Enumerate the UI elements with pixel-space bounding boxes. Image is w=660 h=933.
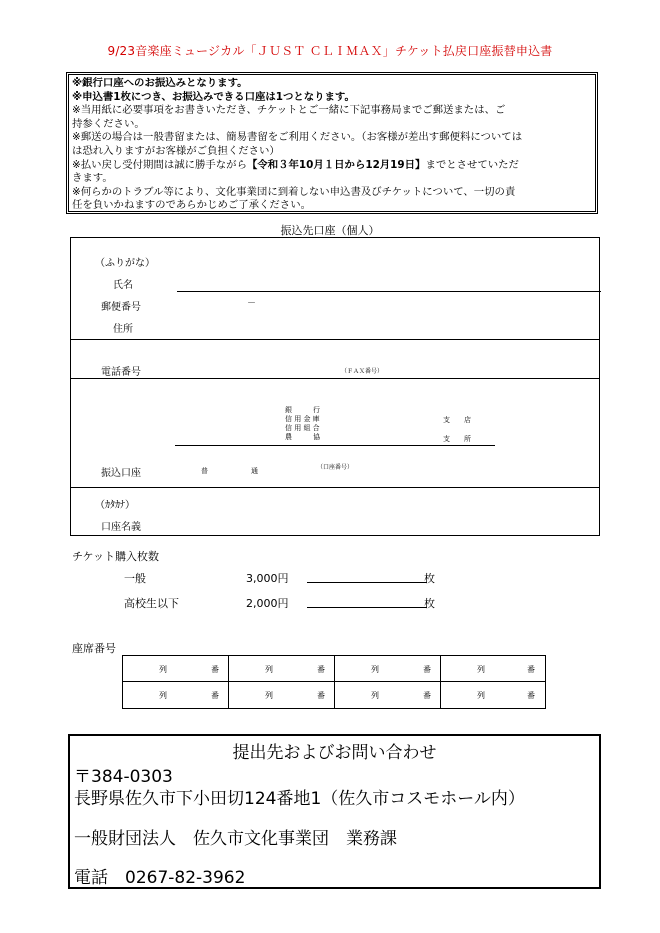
bank-name-field[interactable] — [175, 445, 495, 446]
notice-line: ※何らかのトラブル等により、文化事業団に到着しない申込書及びチケットについて、一切の責 — [72, 185, 516, 198]
section-title: 振込先口座（個人） — [280, 224, 380, 237]
notice-line: 任を負いかねますのであらかじめご了承ください。 — [72, 199, 311, 212]
notice-line: は恐れ入りますがお客様がご負担ください） — [72, 144, 280, 157]
contact-box — [68, 734, 601, 889]
seat-table — [122, 655, 546, 709]
seat-cell[interactable]: 列 番 — [477, 691, 535, 700]
branch-label-a: 支 店 — [443, 416, 471, 424]
account-type-b: 通 — [251, 467, 258, 475]
account-label: 振込口座 — [101, 468, 141, 479]
ticket-general-price: 3,000円 — [246, 572, 289, 585]
branch-label-b: 支 所 — [443, 435, 471, 443]
ticket-general-count[interactable] — [307, 582, 427, 583]
contact-address: 長野県佐久市下小田切124番地1（佐久市コスモホール内） — [74, 789, 525, 809]
notice-line: きます。 — [72, 172, 113, 185]
seat-cell[interactable]: 列 番 — [229, 682, 335, 708]
page-title: 9/23音楽座ミュージカル「ＪＵＳＴ ＣＬＩＭＡＸ」チケット払戻口座振替申込書 — [107, 44, 553, 58]
ticket-heading: チケット購入枚数 — [72, 550, 160, 563]
ticket-general-unit: 枚 — [424, 572, 435, 585]
account-type-a: 普 — [201, 467, 208, 475]
seat-cell[interactable]: 列 番 — [335, 656, 441, 682]
ticket-student-unit: 枚 — [424, 597, 435, 610]
ticket-student-count[interactable] — [307, 607, 427, 608]
seat-cell[interactable]: 列 番 — [441, 656, 545, 682]
contact-phone: 電話 0267-82-3962 — [74, 868, 246, 888]
phone-label: 電話番号 — [101, 367, 141, 378]
katakana-label: （ｶﾀｶﾅ） — [95, 500, 135, 511]
contact-zip: 〒384-0303 — [74, 767, 173, 787]
account-form — [70, 237, 600, 536]
notice-box — [66, 72, 598, 214]
divider — [71, 487, 599, 488]
notice-line: ※銀行口座へのお振込みとなります。 — [72, 77, 248, 89]
seat-cell[interactable]: 列 番 — [123, 682, 229, 708]
fax-label: （ＦＡＸ番号） — [341, 368, 384, 375]
ticket-student-price: 2,000円 — [246, 597, 289, 610]
address-label: 住所 — [113, 324, 133, 335]
bank-type-list: 銀 行 信 用 金 庫 信 用 組 合 農 協 — [285, 406, 320, 441]
ticket-student-label: 高校生以下 — [124, 597, 179, 610]
seat-cell[interactable]: 列 番 — [123, 656, 229, 682]
divider — [71, 339, 599, 340]
divider — [71, 378, 599, 379]
name-label: 氏名 — [113, 280, 133, 291]
account-number-label: （口座番号） — [317, 464, 354, 471]
postal-label: 郵便番号 — [101, 302, 141, 313]
name-field[interactable] — [177, 291, 601, 292]
contact-org: 一般財団法人 佐久市文化事業団 業務課 — [74, 829, 397, 849]
postal-dash: － — [247, 299, 257, 309]
ticket-general-label: 一般 — [124, 572, 146, 585]
furigana-label: （ふりがな） — [95, 258, 155, 269]
account-name-label: 口座名義 — [101, 522, 141, 533]
notice-line: ※当用紙に必要事項をお書きいただき、チケットとご一緒に下記事務局までご郵送または、ご — [72, 104, 506, 117]
seat-cell[interactable]: 列 番 — [335, 682, 441, 708]
notice-line: 持参ください。 — [72, 117, 145, 130]
contact-heading: 提出先およびお問い合わせ — [232, 743, 437, 763]
notice-line: ※払い戻し受付期間は誠に勝手ながら【令和３年10月１日から12月19日】までとさせていただ — [72, 158, 519, 171]
notice-line: ※申込書1枚につき、お振込みできる口座は1つとなります。 — [72, 90, 355, 103]
seat-heading: 座席番号 — [72, 642, 116, 655]
notice-line: ※郵送の場合は一般書留または、簡易書留をご利用ください。（お客様が差出す郵便料については — [72, 131, 523, 144]
refund-period: 【令和３年10月１日から12月19日】 — [246, 158, 426, 171]
seat-cell[interactable]: 列 番 — [229, 656, 335, 682]
